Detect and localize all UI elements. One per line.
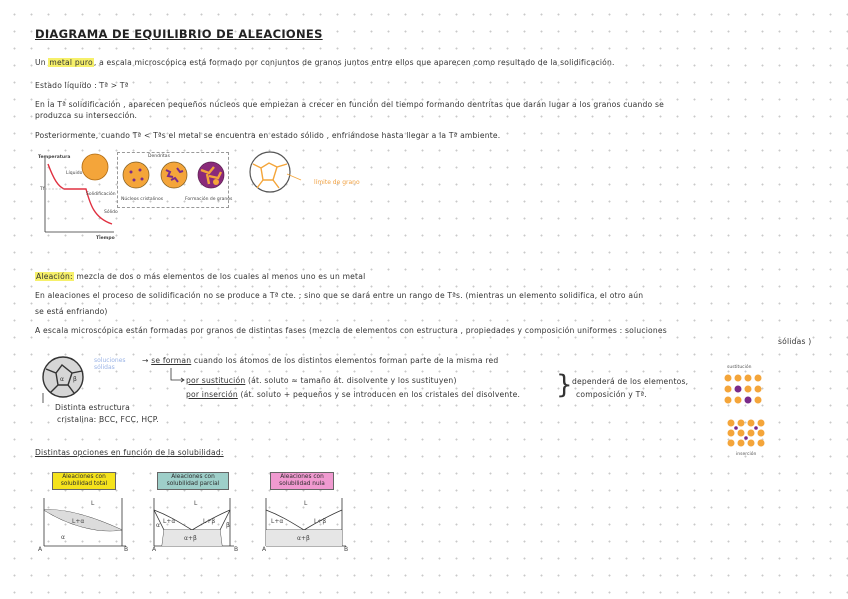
nucleos-circle-icon bbox=[123, 162, 149, 188]
para-posteriormente: Posteriormente, cuando Tª < Tªs el metal se encuentra en estado sólido , enfriándose hasta llegar a la Tª ambiente. bbox=[35, 131, 501, 140]
aleacion-line2: En aleaciones el proceso de solidificación no se produce a Tª cte. ; sino que se dará entre un rango de Tªs. (mientras un elemento solidifica, el otro aún bbox=[35, 291, 644, 300]
d1-B: B bbox=[124, 546, 129, 553]
d2-ab: α+β bbox=[184, 535, 197, 542]
para-solidificacion-l1: En la Tª solidificación , aparecen pequeños núcleos que empiezan a crecer en función del tiempo formando dentritas que darán lugar a los granos cuando se bbox=[35, 100, 665, 109]
d2-L: L bbox=[194, 500, 198, 507]
estructura-line2: cristalina: BCC, FCC, HCP. bbox=[57, 415, 159, 424]
branch-arrow bbox=[168, 368, 188, 390]
svg-text:β: β bbox=[73, 376, 77, 383]
aleacion-definition bbox=[35, 272, 365, 281]
diagram-total-label: Aleaciones con solubilidad total bbox=[52, 472, 116, 490]
aleacion-def: mezcla de dos o más elementos de los cuales al menos uno es un metal bbox=[73, 272, 366, 281]
insercion-lattice-label: inserción bbox=[736, 452, 757, 457]
phase-diagram-total bbox=[36, 496, 132, 556]
para-solidificacion-l2: produzca su intersección. bbox=[35, 111, 138, 120]
d2-alpha: α bbox=[156, 522, 160, 529]
insercion-text: (át. soluto + pequeños y se introducen en los cristales del disolvente. bbox=[237, 390, 521, 399]
sustitucion-term: por sustitución bbox=[186, 376, 246, 385]
depende-line2: composición y Tª. bbox=[576, 390, 647, 399]
brace: } bbox=[556, 370, 573, 400]
nucleos-label: Núcleos cristalinos bbox=[121, 197, 164, 202]
para-metal-puro bbox=[35, 58, 615, 67]
page-title: DIAGRAMA DE EQUILIBRIO DE ALEACIONES bbox=[35, 27, 323, 41]
se-forman-term: se forman bbox=[151, 356, 192, 365]
d2-A: A bbox=[152, 546, 157, 553]
d3-B: B bbox=[344, 546, 349, 553]
d2-beta: β bbox=[226, 522, 230, 529]
aleacion-term: Aleación: bbox=[36, 272, 73, 281]
d1-A: A bbox=[38, 546, 43, 553]
line-estado-liquido: Estado líquido : Tª > Tª bbox=[35, 81, 129, 90]
d3-La: L+α bbox=[271, 518, 284, 525]
phases-circle-icon bbox=[38, 353, 96, 405]
y-axis-label: Temperatura bbox=[38, 155, 71, 160]
solidif-label: Solidificación bbox=[86, 192, 116, 197]
se-forman-text: cuando los átomos de los distintos elementos forman parte de la misma red bbox=[191, 356, 499, 365]
grain-formation-icons bbox=[121, 160, 225, 192]
substitution-lattice-icon bbox=[722, 372, 772, 410]
d2-B: B bbox=[234, 546, 239, 553]
d1-alpha: α bbox=[61, 534, 65, 541]
limite-grano-label: límite de grano bbox=[314, 179, 360, 186]
tf-label: Tf bbox=[40, 187, 45, 192]
sustitucion-lattice-label: sustitución bbox=[727, 365, 752, 370]
aleacion-line3: se está enfriando) bbox=[35, 307, 108, 316]
d2-La: L+α bbox=[163, 518, 176, 525]
svg-text:α: α bbox=[60, 376, 64, 383]
dendritas-circle-icon bbox=[161, 162, 187, 188]
estructura-line1: Distinta estructura bbox=[55, 403, 130, 412]
insercion-term: por inserción bbox=[186, 390, 238, 399]
insercion-line bbox=[186, 390, 520, 399]
diagram-nula-label: Aleaciones con solubilidad nula bbox=[270, 472, 334, 490]
grain-boundary-circle-icon bbox=[245, 150, 305, 195]
highlight-metal-puro: metal puro bbox=[49, 58, 93, 67]
dendritas-label: Dendritas bbox=[148, 154, 170, 159]
solid-label: Sólido bbox=[104, 210, 118, 215]
d3-L: L bbox=[304, 500, 308, 507]
d3-A: A bbox=[262, 546, 267, 553]
liquid-label: Líquido bbox=[66, 171, 83, 176]
d1-L: L bbox=[91, 500, 95, 507]
arrow-1: → bbox=[142, 356, 152, 365]
d3-ab: α+β bbox=[297, 535, 310, 542]
sustitucion-text: (át. soluto ≈ tamaño át. disolvente y los sustituyen) bbox=[245, 376, 457, 385]
liquid-circle-icon bbox=[80, 152, 110, 182]
d3-Lb: L+β bbox=[314, 518, 327, 525]
x-axis-label: Tiempo bbox=[96, 236, 115, 241]
insertion-lattice-icon bbox=[726, 418, 772, 452]
aleacion-line4a: A escala microscópica están formadas por granos de distintas fases (mezcla de elementos con estructura , propiedades y composición uniformes : soluciones bbox=[35, 326, 667, 335]
sustitucion-line bbox=[186, 376, 457, 385]
d1-La: L+α bbox=[72, 518, 85, 525]
para1-prefix: Un bbox=[35, 58, 49, 67]
para1-rest: , a escala microscópica está formado por conjuntos de granos juntos entre ellos que aparecen como resultado de la solidificación. bbox=[93, 58, 615, 67]
diagram-parcial-label: Aleaciones con solubilidad parcial bbox=[157, 472, 229, 490]
se-forman-line bbox=[142, 356, 498, 365]
aleacion-line4b: sólidas ) bbox=[778, 337, 812, 346]
formacion-label: Formación de granos bbox=[185, 197, 233, 202]
depende-line1: dependerá de los elementos, bbox=[572, 377, 689, 386]
opciones-heading: Distintas opciones en función de la solubilidad: bbox=[35, 448, 224, 457]
d2-Lb: L+β bbox=[203, 518, 216, 525]
soluciones-solidas-label: soluciones sólidas bbox=[94, 357, 126, 371]
